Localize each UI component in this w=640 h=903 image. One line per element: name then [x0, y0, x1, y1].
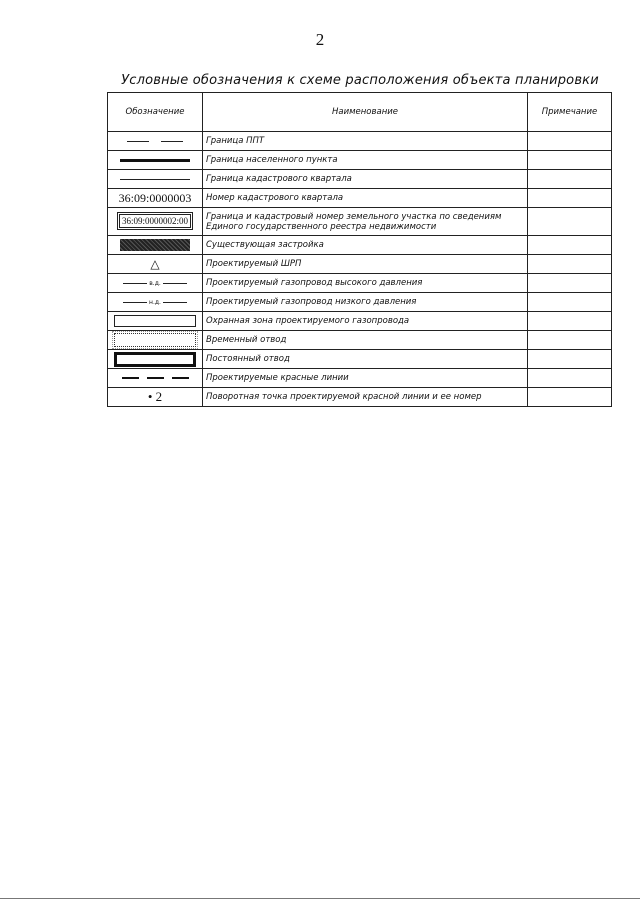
row-note [528, 236, 612, 255]
table-row [108, 293, 612, 312]
row-name: Граница кадастрового квартала [203, 170, 528, 189]
row-name: Постоянный отвод [203, 350, 528, 369]
gas-low-label: н.д. [149, 298, 161, 306]
row-name: Проектируемый ШРП [203, 255, 528, 274]
symbol-temporary-allotment [108, 331, 203, 350]
turning-point-marker: • 2 [147, 389, 163, 404]
row-note [528, 132, 612, 151]
symbol-ppt-border [108, 132, 203, 151]
row-name: Проектируемые красные линии [203, 369, 528, 388]
table-row [108, 350, 612, 369]
gas-high-label: в.д. [149, 279, 161, 287]
row-name: Номер кадастрового квартала [203, 189, 528, 208]
row-name: Поворотная точка проектируемой красной линии и ее номер [203, 388, 528, 407]
row-note [528, 369, 612, 388]
symbol-parcel-number [108, 208, 203, 236]
table-row [108, 170, 612, 189]
legend-table [107, 92, 612, 407]
row-name: Существующая застройка [203, 236, 528, 255]
row-name: Проектируемый газопровод низкого давления [203, 293, 528, 312]
header-symbol: Обозначение [108, 93, 203, 132]
table-row [108, 369, 612, 388]
row-name: Охранная зона проектируемого газопровода [203, 312, 528, 331]
row-name: Проектируемый газопровод высокого давления [203, 274, 528, 293]
table-row [108, 189, 612, 208]
header-name: Наименование [203, 93, 528, 132]
symbol-existing-building [108, 236, 203, 255]
table-row [108, 274, 612, 293]
triangle-icon: △ [150, 257, 160, 271]
legend-title: Условные обозначения к схеме расположения объекта планировки [121, 73, 599, 88]
row-note [528, 388, 612, 407]
row-note [528, 189, 612, 208]
table-row [108, 236, 612, 255]
cadastral-quarter-number: 36:09:0000003 [118, 190, 192, 205]
row-note [528, 312, 612, 331]
symbol-settlement-border [108, 151, 203, 170]
symbol-cadastral-quarter-number [108, 189, 203, 208]
symbol-shrp [108, 255, 203, 274]
symbol-gas-low [108, 293, 203, 312]
table-row [108, 132, 612, 151]
row-note [528, 208, 612, 236]
table-row [108, 388, 612, 407]
symbol-red-lines [108, 369, 203, 388]
legend-header-row [108, 93, 612, 132]
page-bottom-rule [0, 898, 640, 899]
table-row [108, 331, 612, 350]
parcel-number: 36:09:0000002:00 [119, 214, 191, 228]
row-note [528, 293, 612, 312]
row-name: Граница ППТ [203, 132, 528, 151]
header-note: Примечание [528, 93, 612, 132]
row-name: Временный отвод [203, 331, 528, 350]
symbol-cadastral-border [108, 170, 203, 189]
row-name: Граница населенного пункта [203, 151, 528, 170]
symbol-turning-point [108, 388, 203, 407]
table-row [108, 255, 612, 274]
symbol-gas-high [108, 274, 203, 293]
page-number: 2 [315, 30, 325, 49]
row-note [528, 274, 612, 293]
table-row [108, 312, 612, 331]
row-note [528, 331, 612, 350]
symbol-permanent-allotment [108, 350, 203, 369]
row-note [528, 350, 612, 369]
row-note [528, 151, 612, 170]
row-note [528, 255, 612, 274]
symbol-protection-zone [108, 312, 203, 331]
row-name: Граница и кадастровый номер земельного участка по сведениям Единого государственного реестра недвижимости [203, 208, 528, 236]
table-row [108, 208, 612, 236]
row-note [528, 170, 612, 189]
table-row [108, 151, 612, 170]
